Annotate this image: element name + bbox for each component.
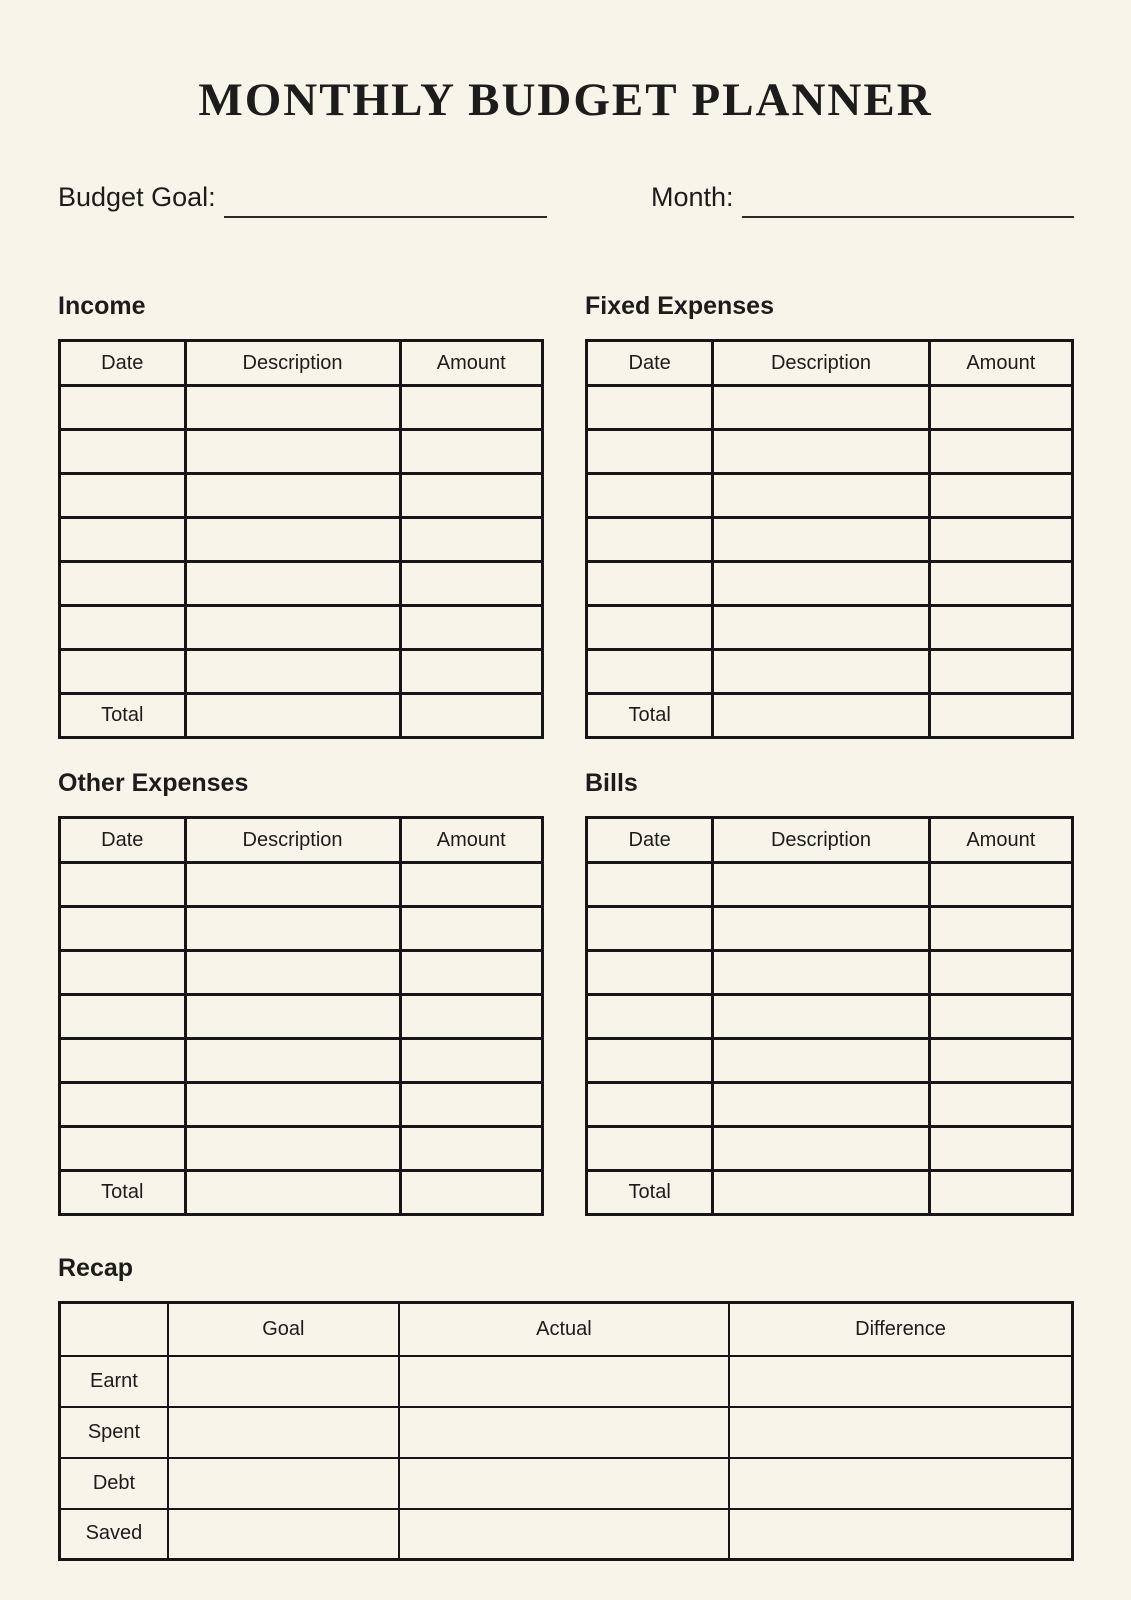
cell-amount[interactable]	[400, 430, 543, 474]
cell-date[interactable]	[587, 863, 713, 907]
cell-date[interactable]	[60, 474, 186, 518]
cell-date[interactable]	[60, 995, 186, 1039]
cell-description[interactable]	[185, 1127, 400, 1171]
cell-amount[interactable]	[929, 907, 1072, 951]
cell-amount[interactable]	[929, 606, 1072, 650]
table-row	[60, 863, 543, 907]
cell-amount[interactable]	[929, 430, 1072, 474]
cell-description[interactable]	[713, 430, 929, 474]
cell-description[interactable]	[185, 386, 400, 430]
total-row	[587, 694, 1073, 738]
cell-description[interactable]	[185, 995, 400, 1039]
recap-column-difference: Difference	[729, 1303, 1072, 1356]
recap-row-label-spent: Spent	[60, 1407, 168, 1458]
table-row	[60, 1127, 543, 1171]
cell-description[interactable]	[713, 907, 929, 951]
table-row	[587, 1039, 1073, 1083]
cell-date[interactable]	[60, 606, 186, 650]
cell-description[interactable]	[185, 606, 400, 650]
cell-amount[interactable]	[400, 386, 543, 430]
cell-date[interactable]	[587, 995, 713, 1039]
cell-amount[interactable]	[400, 650, 543, 694]
cell-date[interactable]	[587, 474, 713, 518]
section-title-income: Income	[58, 292, 146, 320]
cell-date[interactable]	[587, 650, 713, 694]
table-row	[60, 1083, 543, 1127]
column-header-date: Date	[587, 341, 713, 386]
table-row	[587, 907, 1073, 951]
section-income	[58, 292, 544, 739]
table-row	[587, 562, 1073, 606]
table-row	[60, 1039, 543, 1083]
cell-description[interactable]	[713, 562, 929, 606]
cell-description[interactable]	[185, 650, 400, 694]
cell-date[interactable]	[587, 951, 713, 995]
cell-amount[interactable]	[400, 1127, 543, 1171]
column-header-date: Date	[60, 341, 186, 386]
cell-description[interactable]	[185, 474, 400, 518]
total-label: Total	[60, 694, 186, 738]
cell-description[interactable]	[713, 1039, 929, 1083]
page-title: MONTHLY BUDGET PLANNER	[198, 74, 933, 126]
column-header-amount: Amount	[929, 341, 1072, 386]
cell-amount[interactable]	[929, 1127, 1072, 1171]
section-fixed-expenses	[585, 292, 1074, 739]
month-label: Month:	[651, 182, 734, 212]
cell-total-amount[interactable]	[929, 694, 1072, 738]
total-label: Total	[587, 694, 713, 738]
column-header-description: Description	[713, 341, 929, 386]
recap-row-earnt	[60, 1356, 1073, 1407]
cell-total-amount[interactable]	[929, 1171, 1072, 1215]
cell-date[interactable]	[60, 386, 186, 430]
cell-difference[interactable]	[729, 1458, 1072, 1509]
cell-actual[interactable]	[399, 1458, 729, 1509]
cell-description[interactable]	[713, 650, 929, 694]
cell-description[interactable]	[713, 1083, 929, 1127]
cell-difference[interactable]	[729, 1509, 1072, 1560]
cell-description[interactable]	[185, 863, 400, 907]
cell-date[interactable]	[60, 863, 186, 907]
header-row	[60, 341, 543, 386]
total-row	[60, 1171, 543, 1215]
cell-description[interactable]	[713, 951, 929, 995]
cell-total-description[interactable]	[185, 694, 400, 738]
recap-table	[58, 1301, 1074, 1561]
cell-date[interactable]	[60, 1127, 186, 1171]
total-label: Total	[587, 1171, 713, 1215]
table-row	[60, 518, 543, 562]
section-title-bills: Bills	[585, 769, 638, 797]
recap-header-row	[60, 1303, 1073, 1356]
cell-date[interactable]	[587, 1083, 713, 1127]
cell-description[interactable]	[713, 863, 929, 907]
table-row	[587, 1083, 1073, 1127]
table-row	[60, 430, 543, 474]
cell-amount[interactable]	[400, 863, 543, 907]
cell-amount[interactable]	[400, 907, 543, 951]
recap-row-label-debt: Debt	[60, 1458, 168, 1509]
section-title-recap: Recap	[58, 1254, 134, 1282]
cell-description[interactable]	[713, 995, 929, 1039]
cell-description[interactable]	[713, 386, 929, 430]
cell-description[interactable]	[185, 907, 400, 951]
cell-date[interactable]	[587, 606, 713, 650]
month-field-group	[651, 180, 1074, 222]
header-row	[60, 818, 543, 863]
table-row	[587, 386, 1073, 430]
other-expenses-table	[58, 816, 544, 1216]
cell-amount[interactable]	[400, 562, 543, 606]
cell-date[interactable]	[587, 518, 713, 562]
table-row	[60, 562, 543, 606]
cell-date[interactable]	[60, 430, 186, 474]
budget-goal-label: Budget Goal:	[58, 182, 216, 212]
header-fields	[58, 180, 1074, 222]
recap-column-goal: Goal	[168, 1303, 399, 1356]
cell-goal[interactable]	[168, 1356, 399, 1407]
cell-amount[interactable]	[400, 474, 543, 518]
section-recap	[58, 1254, 1074, 1561]
fixed-expenses-table	[585, 339, 1074, 739]
cell-actual[interactable]	[399, 1407, 729, 1458]
cell-amount[interactable]	[929, 995, 1072, 1039]
cell-description[interactable]	[185, 562, 400, 606]
cell-date[interactable]	[587, 907, 713, 951]
cell-amount[interactable]	[929, 863, 1072, 907]
cell-amount[interactable]	[400, 951, 543, 995]
cell-amount[interactable]	[929, 1039, 1072, 1083]
cell-goal[interactable]	[168, 1407, 399, 1458]
recap-row-saved	[60, 1509, 1073, 1560]
table-row	[587, 1127, 1073, 1171]
table-row	[587, 951, 1073, 995]
budget-goal-field-group	[58, 180, 547, 222]
table-row	[60, 951, 543, 995]
cell-amount[interactable]	[929, 650, 1072, 694]
cell-amount[interactable]	[929, 951, 1072, 995]
table-row	[60, 995, 543, 1039]
table-row	[60, 650, 543, 694]
cell-total-description[interactable]	[185, 1171, 400, 1215]
total-row	[587, 1171, 1073, 1215]
table-row	[60, 386, 543, 430]
recap-row-debt	[60, 1458, 1073, 1509]
cell-date[interactable]	[587, 562, 713, 606]
cell-actual[interactable]	[399, 1509, 729, 1560]
tables-grid	[58, 292, 1074, 1216]
cell-description[interactable]	[713, 1127, 929, 1171]
income-table	[58, 339, 544, 739]
section-title-other-expenses: Other Expenses	[58, 769, 249, 797]
header-row	[587, 341, 1073, 386]
column-header-description: Description	[185, 341, 400, 386]
table-row	[587, 430, 1073, 474]
table-row	[60, 606, 543, 650]
column-header-description: Description	[185, 818, 400, 863]
bills-table	[585, 816, 1074, 1216]
table-row	[587, 606, 1073, 650]
column-header-amount: Amount	[929, 818, 1072, 863]
cell-description[interactable]	[185, 951, 400, 995]
cell-date[interactable]	[60, 907, 186, 951]
cell-amount[interactable]	[929, 474, 1072, 518]
cell-amount[interactable]	[929, 562, 1072, 606]
cell-date[interactable]	[60, 1083, 186, 1127]
cell-date[interactable]	[60, 1039, 186, 1083]
table-row	[587, 863, 1073, 907]
cell-date[interactable]	[587, 1127, 713, 1171]
table-row	[587, 650, 1073, 694]
column-header-amount: Amount	[400, 341, 543, 386]
cell-description[interactable]	[185, 430, 400, 474]
total-label: Total	[60, 1171, 186, 1215]
cell-date[interactable]	[587, 430, 713, 474]
recap-row-label-earnt: Earnt	[60, 1356, 168, 1407]
cell-date[interactable]	[60, 562, 186, 606]
column-header-date: Date	[60, 818, 186, 863]
cell-amount[interactable]	[929, 518, 1072, 562]
cell-amount[interactable]	[400, 518, 543, 562]
cell-amount[interactable]	[400, 1083, 543, 1127]
recap-corner-cell	[60, 1303, 168, 1356]
table-row	[587, 474, 1073, 518]
cell-total-amount[interactable]	[400, 1171, 543, 1215]
cell-description[interactable]	[185, 1083, 400, 1127]
cell-date[interactable]	[587, 386, 713, 430]
column-header-amount: Amount	[400, 818, 543, 863]
cell-total-description[interactable]	[713, 1171, 929, 1215]
budget-goal-input-line[interactable]	[224, 180, 547, 218]
cell-description[interactable]	[713, 518, 929, 562]
total-row	[60, 694, 543, 738]
cell-description[interactable]	[185, 1039, 400, 1083]
section-other-expenses	[58, 769, 544, 1216]
cell-date[interactable]	[60, 650, 186, 694]
recap-row-label-saved: Saved	[60, 1509, 168, 1560]
cell-amount[interactable]	[929, 386, 1072, 430]
month-input-line[interactable]	[742, 180, 1074, 218]
section-bills	[585, 769, 1074, 1216]
cell-actual[interactable]	[399, 1356, 729, 1407]
column-header-date: Date	[587, 818, 713, 863]
table-row	[587, 995, 1073, 1039]
cell-goal[interactable]	[168, 1509, 399, 1560]
cell-total-description[interactable]	[713, 694, 929, 738]
cell-date[interactable]	[587, 1039, 713, 1083]
cell-amount[interactable]	[400, 995, 543, 1039]
table-row	[587, 518, 1073, 562]
cell-difference[interactable]	[729, 1407, 1072, 1458]
cell-difference[interactable]	[729, 1356, 1072, 1407]
cell-amount[interactable]	[400, 606, 543, 650]
cell-goal[interactable]	[168, 1458, 399, 1509]
cell-date[interactable]	[60, 518, 186, 562]
section-title-fixed-expenses: Fixed Expenses	[585, 292, 774, 320]
cell-total-amount[interactable]	[400, 694, 543, 738]
recap-row-spent	[60, 1407, 1073, 1458]
recap-column-actual: Actual	[399, 1303, 729, 1356]
table-row	[60, 474, 543, 518]
cell-description[interactable]	[713, 474, 929, 518]
header-row	[587, 818, 1073, 863]
cell-amount[interactable]	[400, 1039, 543, 1083]
column-header-description: Description	[713, 818, 929, 863]
cell-amount[interactable]	[929, 1083, 1072, 1127]
cell-date[interactable]	[60, 951, 186, 995]
cell-description[interactable]	[185, 518, 400, 562]
cell-description[interactable]	[713, 606, 929, 650]
table-row	[60, 907, 543, 951]
